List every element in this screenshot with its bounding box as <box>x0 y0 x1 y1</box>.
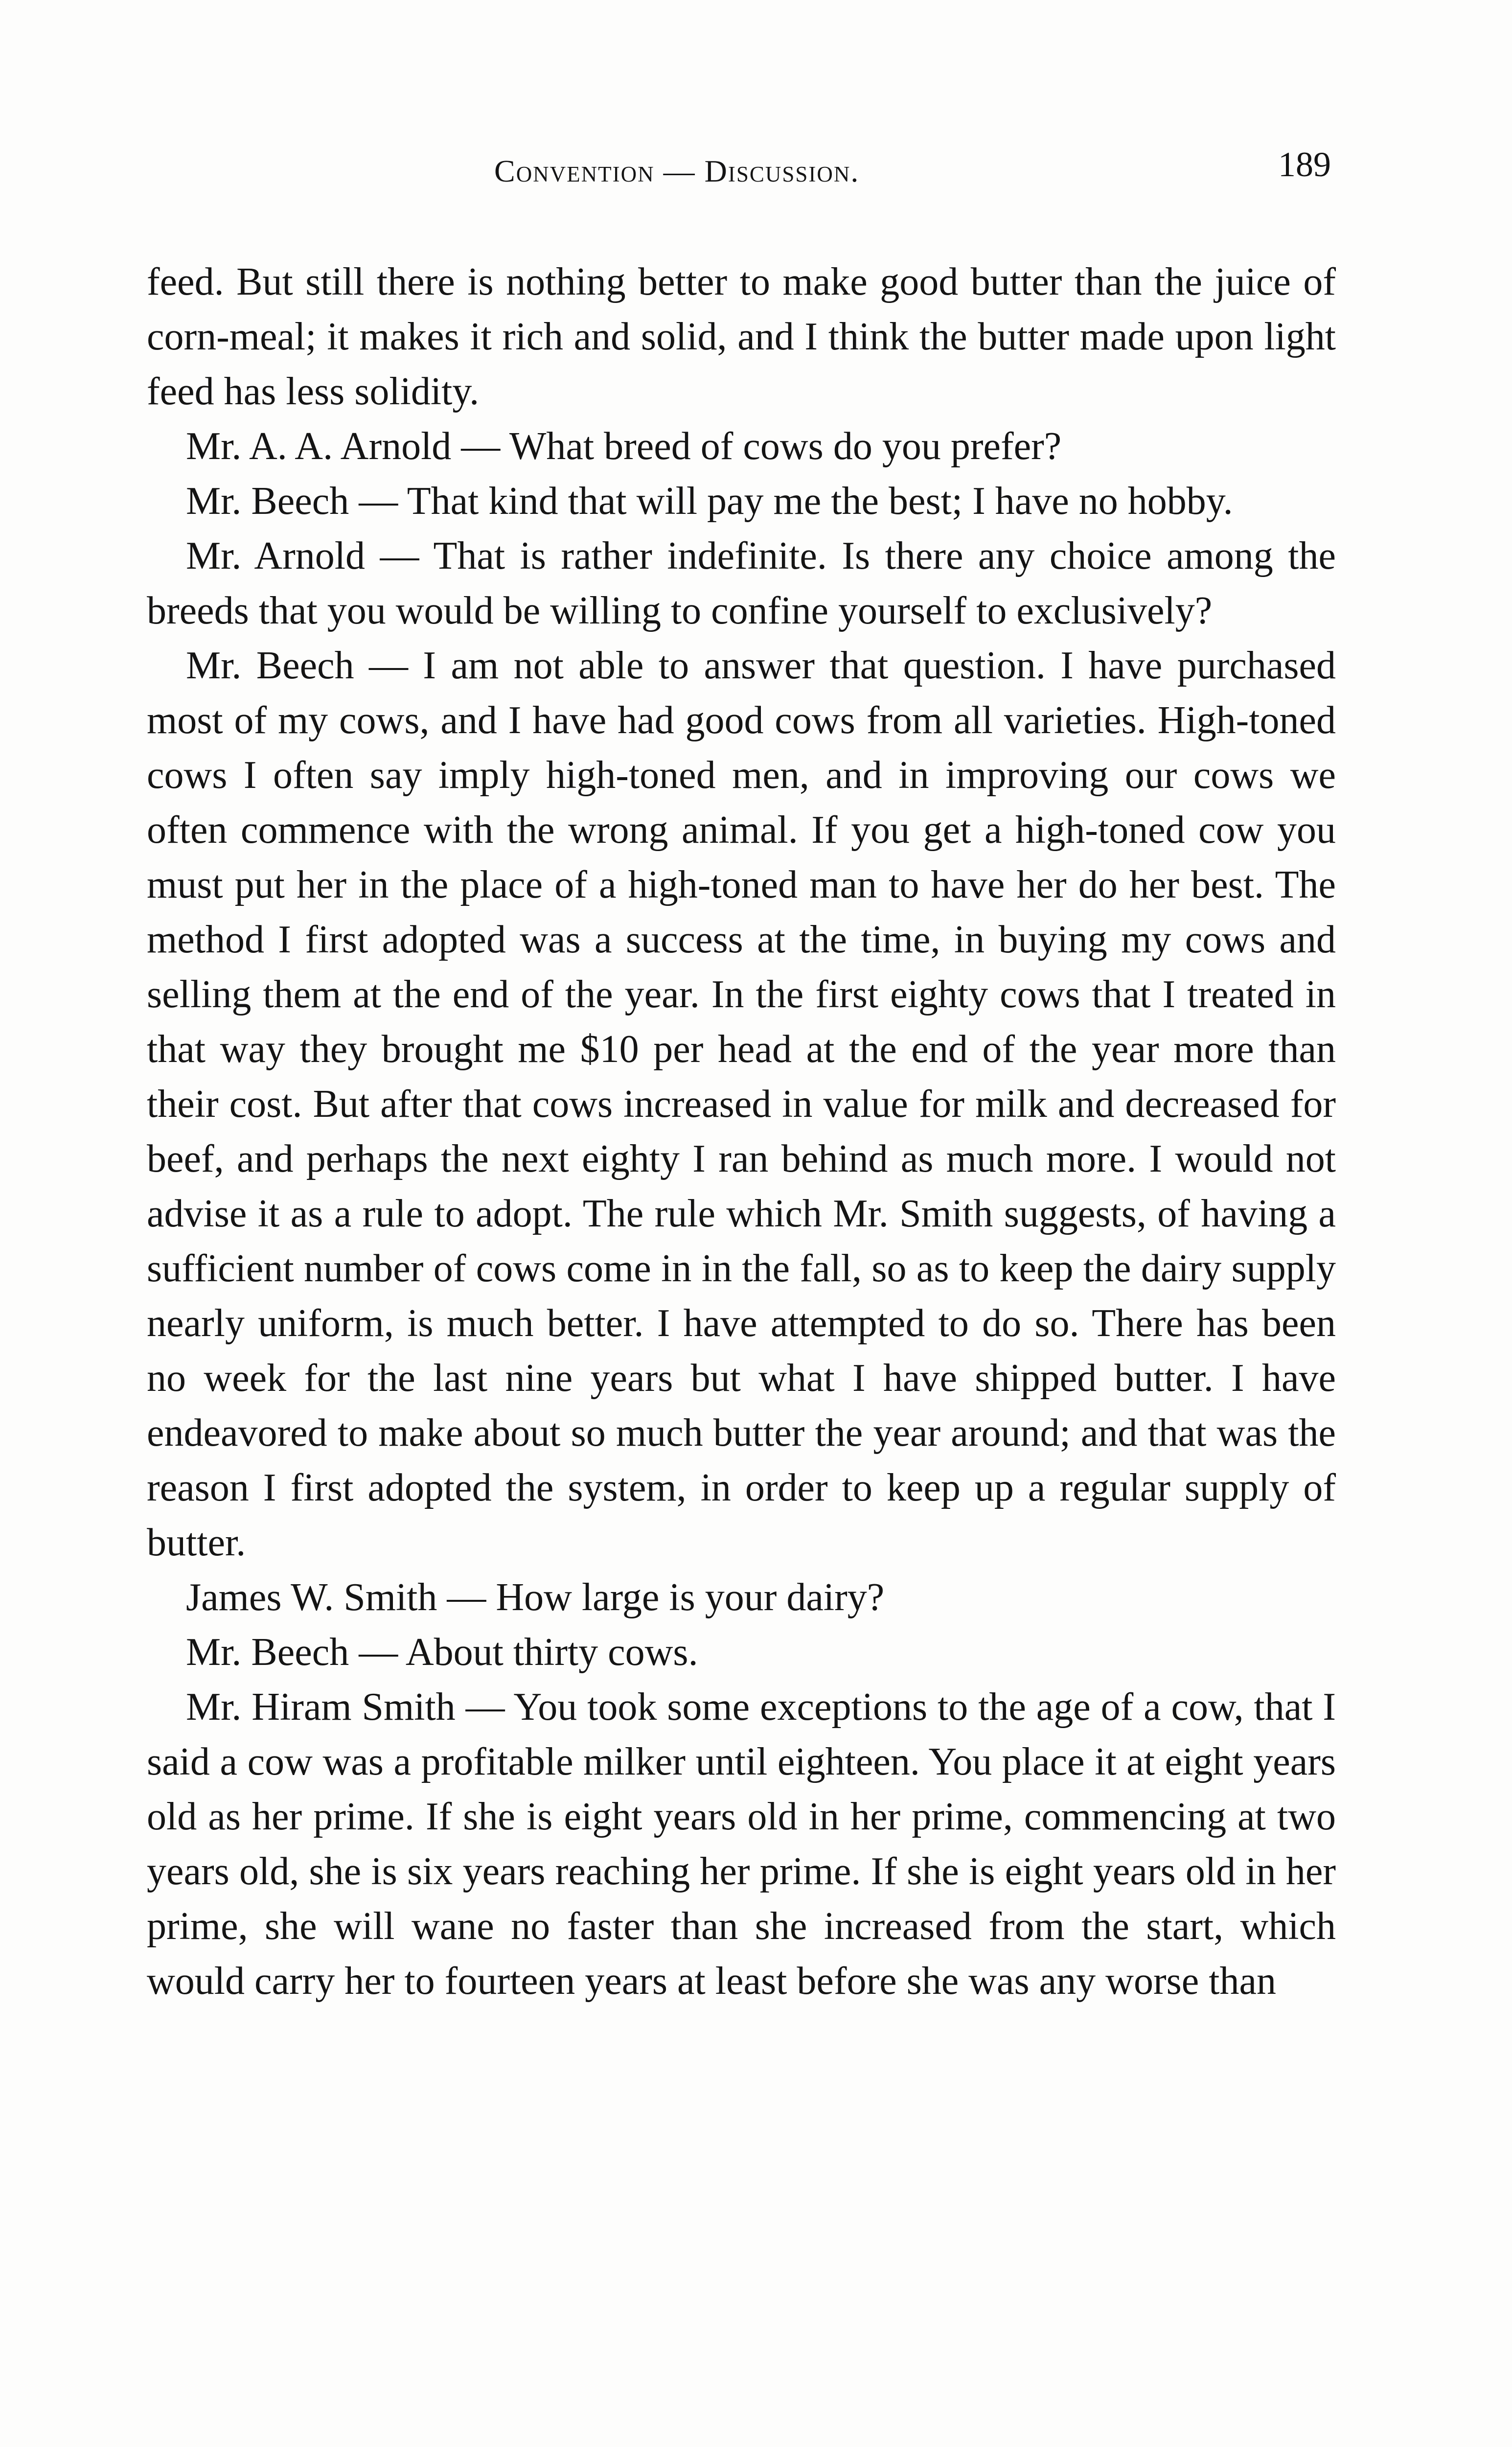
paragraph: Mr. Hiram Smith — You took some exceptions to the age of a cow, that I said a cow was a profitable milker until eighteen. You place it at eight years old as her prime. If she is eight years old in her prime, commencing at two years old, she is six years reaching her prime. If she is eight years old in her prime, she will wane no faster than she increased from the start, which would carry her to fourteen years at least before she was any worse than <box>147 1685 1336 2003</box>
body-text <box>147 254 1336 2008</box>
paragraph: feed. But still there is nothing better to make good butter than the juice of corn-meal; it makes it rich and solid, and I think the butter made upon light feed has less solidity. <box>147 260 1336 413</box>
running-title: Convention — Discussion. <box>494 154 860 188</box>
paragraph: Mr. A. A. Arnold — What breed of cows do you prefer? <box>186 425 1062 468</box>
page-number: 189 <box>1278 145 1331 184</box>
paragraph: Mr. Beech — About thirty cows. <box>186 1631 698 1674</box>
paragraph: Mr. Beech — That kind that will pay me the best; I have no hobby. <box>186 480 1233 523</box>
paragraph: Mr. Arnold — That is rather indefinite. Is there any choice among the breeds that you would be willing to confine yourself to exclusively? <box>147 534 1336 632</box>
paragraph: James W. Smith — How large is your dairy? <box>186 1576 885 1619</box>
paragraph: Mr. Beech — I am not able to answer that question. I have purchased most of my cows, and I have had good cows from all varieties. High-toned cows I often say imply high-toned men, and in improving our cows we often commence with the wrong animal. If you get a high-toned cow you must put her in the place of a high-toned man to have her do her best. The method I first adopted was a success at the time, in buying my cows and selling them at the end of the year. In the first eighty cows that I treated in that way they brought me $10 per head at the end of the year more than their cost. But after that cows increased in value for milk and decreased for beef, and perhaps the next eighty I ran behind as much more. I would not advise it as a rule to adopt. The rule which Mr. Smith suggests, of having a sufficient number of cows come in in the fall, so as to keep the dairy supply nearly uniform, is much better. I have attempted to do so. There has been no week for the last nine years but what I have shipped butter. I have endeavored to make about so much butter the year around; and that was the reason I first adopted the system, in order to keep up a regular supply of butter. <box>147 644 1336 1564</box>
